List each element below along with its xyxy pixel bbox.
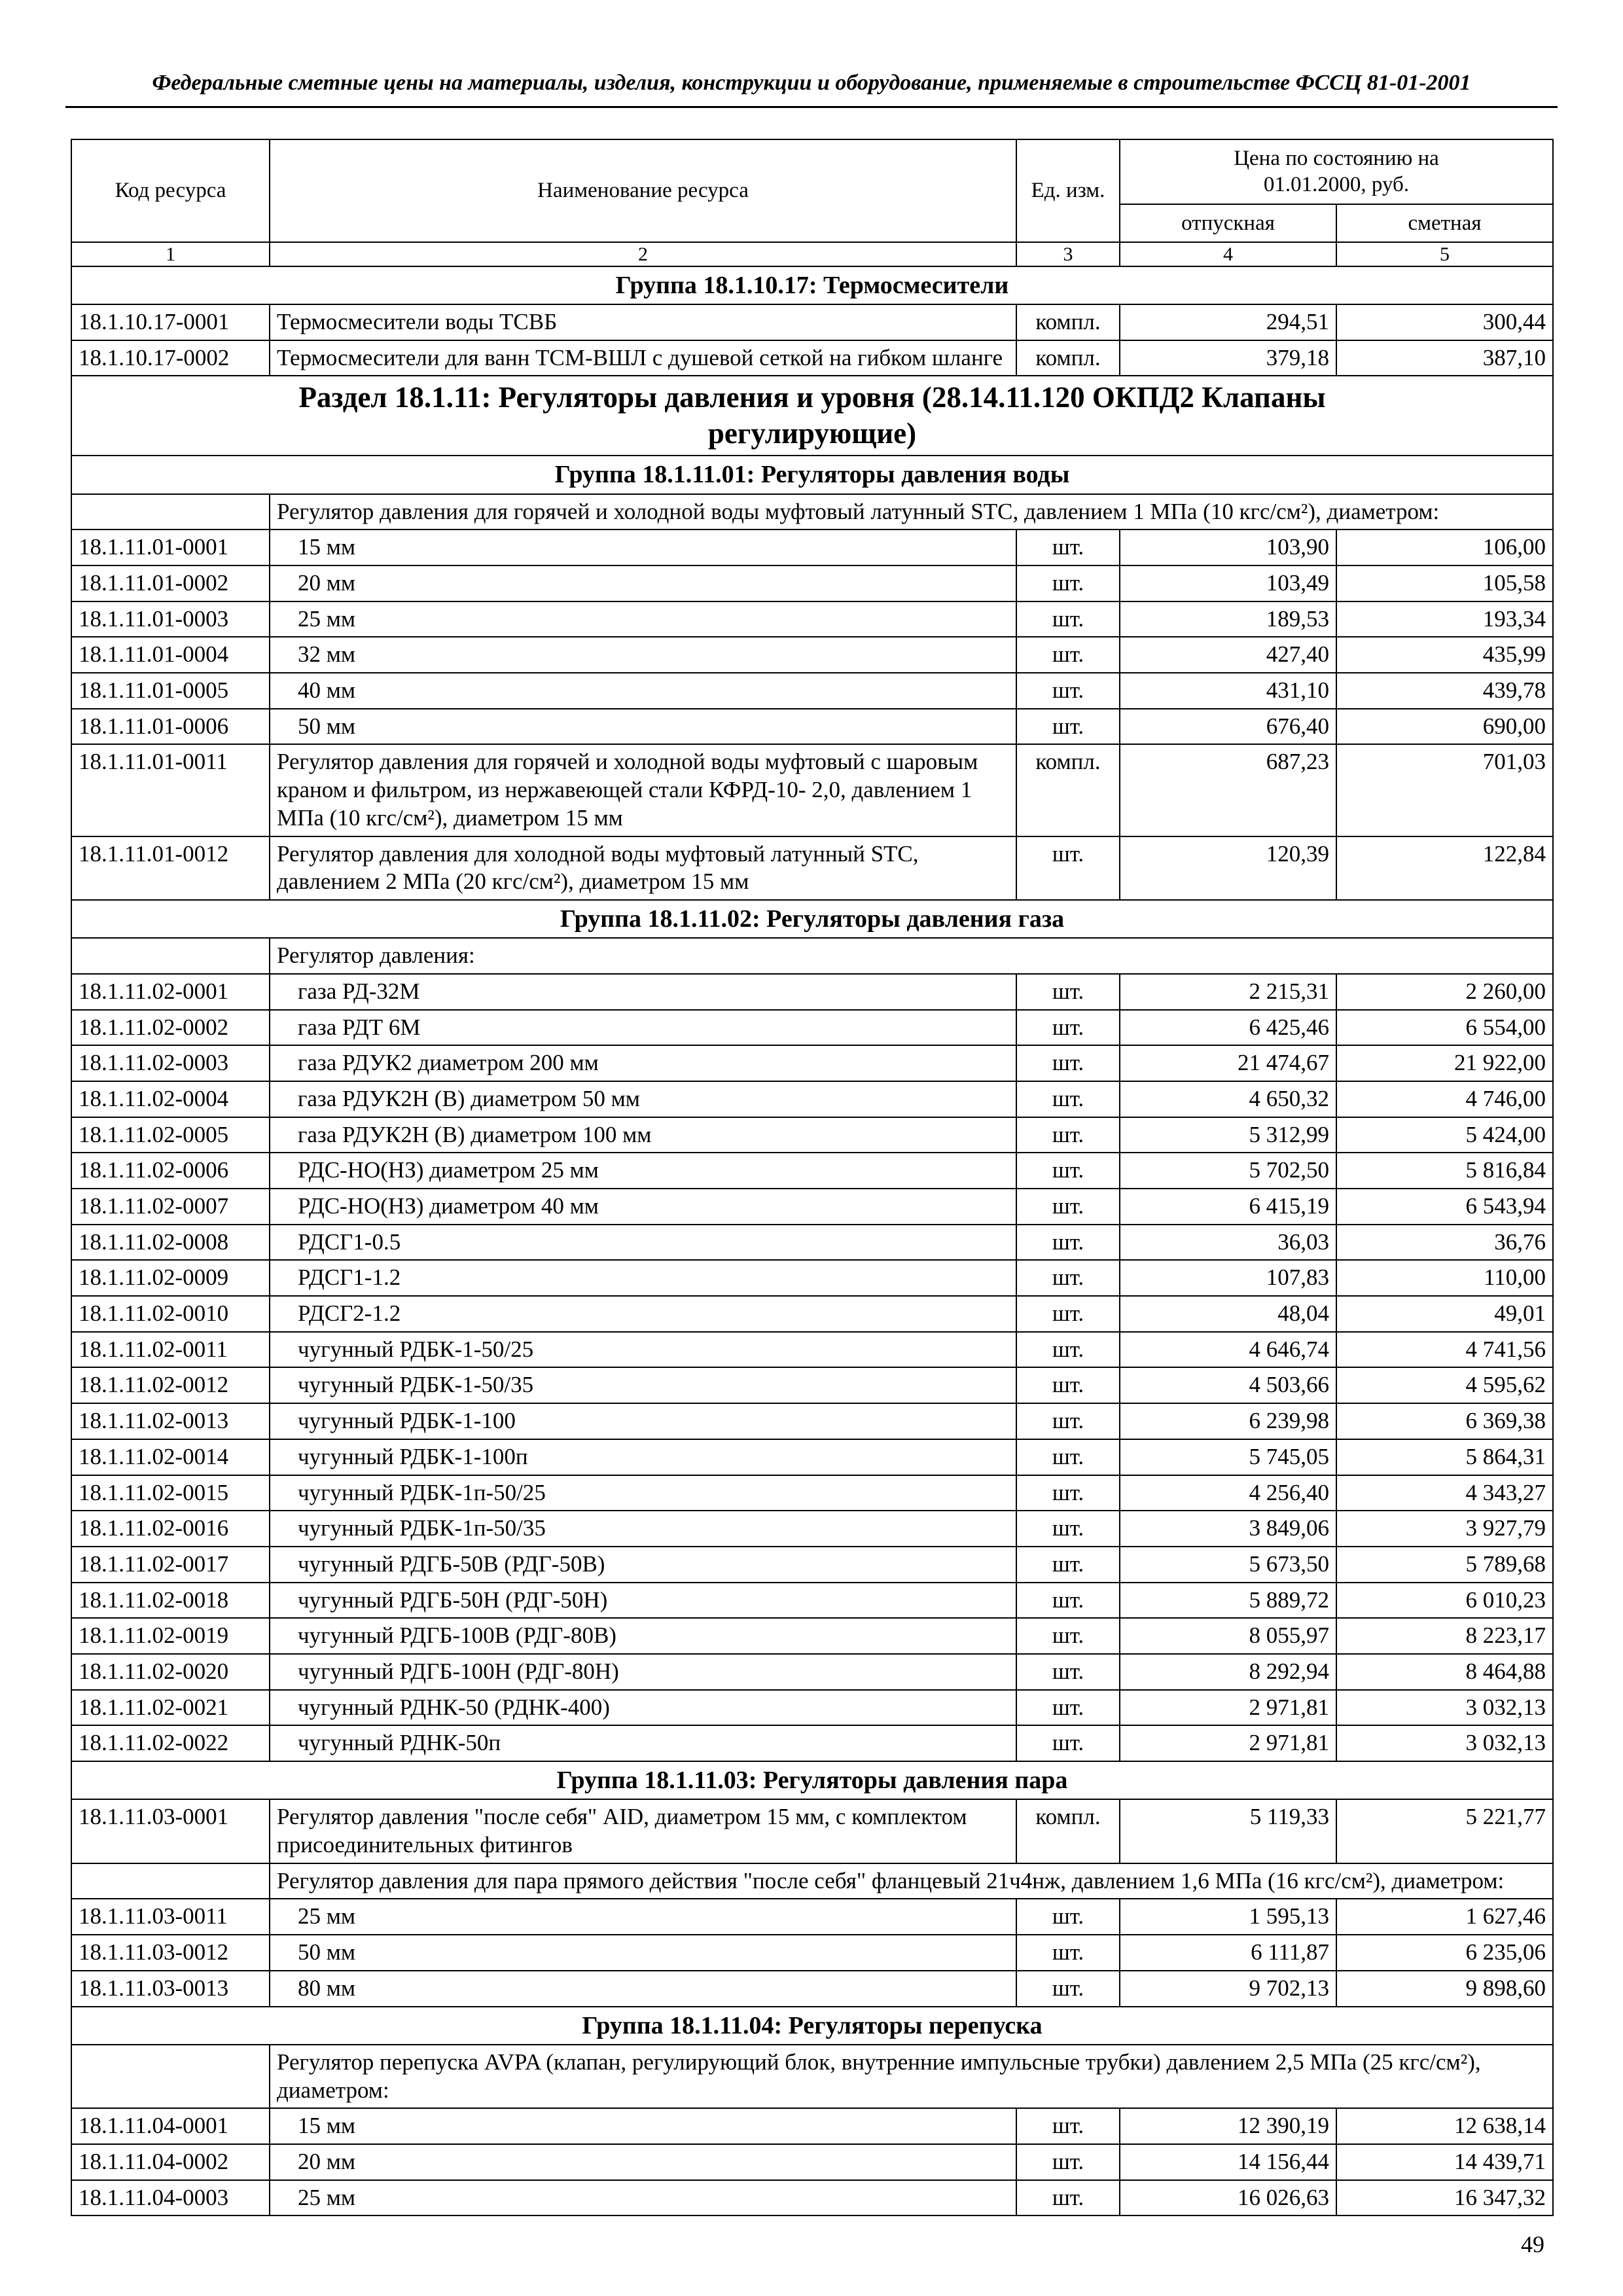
table-row-group — [71, 2007, 1553, 2045]
price-retail-cell: 8 292,94 — [1120, 1654, 1336, 1690]
unit-cell: шт. — [1016, 1260, 1120, 1296]
name-cell: чугунный РДНК-50 (РДНК-400) — [270, 1690, 1016, 1726]
unit-cell: шт. — [1016, 1725, 1120, 1761]
column-number-5: 5 — [1336, 242, 1553, 266]
price-retail-cell: 5 119,33 — [1120, 1799, 1336, 1863]
name-cell: чугунный РДГБ-100Н (РДГ-80Н) — [270, 1654, 1016, 1690]
name-cell: 25 мм — [270, 601, 1016, 637]
unit-cell: шт. — [1016, 1511, 1120, 1547]
code-cell: 18.1.11.03-0011 — [71, 1899, 270, 1935]
price-retail-cell: 1 595,13 — [1120, 1899, 1336, 1935]
table-row-item — [71, 1725, 1553, 1761]
price-estimate-cell: 387,10 — [1336, 340, 1553, 376]
unit-cell: шт. — [1016, 1439, 1120, 1475]
name-cell: 50 мм — [270, 709, 1016, 745]
code-cell: 18.1.11.02-0002 — [71, 1010, 270, 1046]
name-cell: чугунный РДНК-50п — [270, 1725, 1016, 1761]
table-row-item — [71, 340, 1553, 376]
unit-cell: шт. — [1016, 1045, 1120, 1081]
price-estimate-cell: 8 223,17 — [1336, 1618, 1553, 1654]
table-row-item — [71, 1799, 1553, 1863]
table-row-subheader — [71, 2045, 1553, 2108]
price-table — [71, 139, 1554, 2216]
price-estimate-cell: 14 439,71 — [1336, 2144, 1553, 2180]
code-cell: 18.1.11.02-0018 — [71, 1583, 270, 1619]
table-row-group — [71, 266, 1553, 304]
price-estimate-cell: 2 260,00 — [1336, 974, 1553, 1010]
price-estimate-cell: 1 627,46 — [1336, 1899, 1553, 1935]
code-cell: 18.1.11.02-0016 — [71, 1511, 270, 1547]
price-retail-cell: 2 971,81 — [1120, 1690, 1336, 1726]
price-retail-cell: 5 312,99 — [1120, 1117, 1336, 1153]
code-cell: 18.1.11.02-0004 — [71, 1081, 270, 1117]
code-cell: 18.1.11.02-0015 — [71, 1475, 270, 1511]
code-cell-empty — [71, 2045, 270, 2108]
code-cell-empty — [71, 1863, 270, 1899]
price-estimate-cell: 6 369,38 — [1336, 1403, 1553, 1439]
price-retail-cell: 5 745,05 — [1120, 1439, 1336, 1475]
name-cell: газа РДУК2Н (В) диаметром 100 мм — [270, 1117, 1016, 1153]
name-cell: Регулятор давления для горячей и холодной воды муфтовый с шаровым краном и фильтром, из нержавеющей стали КФРД-10- 2,0, давлением 1 МПа (10 кгс/см²), диаметром 15 мм — [270, 744, 1016, 836]
code-cell: 18.1.11.04-0002 — [71, 2144, 270, 2180]
code-cell: 18.1.11.02-0017 — [71, 1547, 270, 1583]
unit-cell: шт. — [1016, 1403, 1120, 1439]
price-estimate-cell: 12 638,14 — [1336, 2108, 1553, 2144]
price-retail-cell: 4 646,74 — [1120, 1332, 1336, 1368]
group-header: Группа 18.1.11.03: Регуляторы давления пара — [71, 1761, 1553, 1799]
name-cell: РДСГ1-0.5 — [270, 1225, 1016, 1261]
column-number-3: 3 — [1016, 242, 1120, 266]
column-number-2: 2 — [270, 242, 1016, 266]
price-estimate-cell: 300,44 — [1336, 304, 1553, 340]
unit-cell: шт. — [1016, 1899, 1120, 1935]
price-estimate-cell: 49,01 — [1336, 1296, 1553, 1332]
price-retail-cell: 21 474,67 — [1120, 1045, 1336, 1081]
table-row-item — [71, 1654, 1553, 1690]
table-body — [71, 266, 1553, 2216]
unit-cell: шт. — [1016, 974, 1120, 1010]
price-estimate-cell: 16 347,32 — [1336, 2180, 1553, 2216]
name-cell: 40 мм — [270, 673, 1016, 709]
name-cell: Регулятор давления "после себя" AID, диаметром 15 мм, с комплектом присоединительных фитингов — [270, 1799, 1016, 1863]
name-cell: чугунный РДБК-1п-50/25 — [270, 1475, 1016, 1511]
code-cell: 18.1.11.01-0012 — [71, 836, 270, 900]
name-cell: чугунный РДБК-1-100 — [270, 1403, 1016, 1439]
price-retail-cell: 8 055,97 — [1120, 1618, 1336, 1654]
table-row-item — [71, 1189, 1553, 1225]
unit-cell: шт. — [1016, 1117, 1120, 1153]
code-cell: 18.1.11.01-0001 — [71, 529, 270, 565]
subheader-text: Регулятор перепуска AVPA (клапан, регулирующий блок, внутренние импульсные трубки) давлением 2,5 МПа (25 кгс/см²), диаметром: — [270, 2045, 1553, 2108]
code-cell: 18.1.11.02-0020 — [71, 1654, 270, 1690]
price-estimate-cell: 4 343,27 — [1336, 1475, 1553, 1511]
price-estimate-cell: 122,84 — [1336, 836, 1553, 900]
name-cell: 15 мм — [270, 529, 1016, 565]
name-cell: газа РДТ 6М — [270, 1010, 1016, 1046]
price-estimate-cell: 5 789,68 — [1336, 1547, 1553, 1583]
name-cell: чугунный РДБК-1-100п — [270, 1439, 1016, 1475]
unit-cell: шт. — [1016, 1081, 1120, 1117]
price-estimate-cell: 6 554,00 — [1336, 1010, 1553, 1046]
code-cell: 18.1.11.02-0006 — [71, 1153, 270, 1189]
name-cell: газа РДУК2 диаметром 200 мм — [270, 1045, 1016, 1081]
table-row-item — [71, 673, 1553, 709]
subheader-text: Регулятор давления для горячей и холодной воды муфтовый латунный STC, давлением 1 МПа (10 кгс/см²), диаметром: — [270, 494, 1553, 530]
table-row-item — [71, 1403, 1553, 1439]
price-estimate-cell: 6 235,06 — [1336, 1935, 1553, 1971]
table-row-item — [71, 1583, 1553, 1619]
table-row-item — [71, 1690, 1553, 1726]
unit-cell: шт. — [1016, 709, 1120, 745]
table-row-item — [71, 637, 1553, 673]
unit-cell: шт. — [1016, 1332, 1120, 1368]
code-cell: 18.1.11.02-0014 — [71, 1439, 270, 1475]
price-retail-cell: 6 111,87 — [1120, 1935, 1336, 1971]
table-row-group — [71, 1761, 1553, 1799]
table-row-item — [71, 1045, 1553, 1081]
name-cell: РДС-НО(НЗ) диаметром 40 мм — [270, 1189, 1016, 1225]
group-header: Группа 18.1.11.01: Регуляторы давления воды — [71, 456, 1553, 493]
price-group-header-line1: Цена по состоянию на — [1234, 147, 1439, 170]
price-estimate-cell: 5 221,77 — [1336, 1799, 1553, 1863]
unit-cell: шт. — [1016, 1971, 1120, 2007]
table-row-item — [71, 1081, 1553, 1117]
table-row-group — [71, 456, 1553, 493]
name-cell: 32 мм — [270, 637, 1016, 673]
price-estimate-cell: 36,76 — [1336, 1225, 1553, 1261]
code-cell: 18.1.11.03-0013 — [71, 1971, 270, 2007]
table-header-row — [71, 139, 1553, 204]
table-row-subheader — [71, 1863, 1553, 1899]
code-cell-empty — [71, 938, 270, 974]
section-header — [71, 376, 1553, 456]
code-cell: 18.1.11.01-0005 — [71, 673, 270, 709]
name-cell: Регулятор давления для холодной воды муфтовый латунный STC, давлением 2 МПа (20 кгс/см²), диаметром 15 мм — [270, 836, 1016, 900]
table-row-item — [71, 709, 1553, 745]
unit-cell: компл. — [1016, 744, 1120, 836]
table-row-item — [71, 1935, 1553, 1971]
price-retail-cell: 12 390,19 — [1120, 2108, 1336, 2144]
table-row-item — [71, 1010, 1553, 1046]
group-header: Группа 18.1.11.04: Регуляторы перепуска — [71, 2007, 1553, 2045]
name-cell: газа РДУК2Н (В) диаметром 50 мм — [270, 1081, 1016, 1117]
table-row-group — [71, 900, 1553, 938]
price-estimate-cell: 21 922,00 — [1336, 1045, 1553, 1081]
subheader-text: Регулятор давления для пара прямого действия "после себя" фланцевый 21ч4нж, давлением 1,6 МПа (16 кгс/см²), диаметром: — [270, 1863, 1553, 1899]
table-row-item — [71, 565, 1553, 601]
section-header-text: Раздел 18.1.11: Регуляторы давления и уровня (28.14.11.120 ОКПД2 Клапаны регулирующие) — [298, 381, 1326, 450]
unit-cell: шт. — [1016, 1935, 1120, 1971]
price-estimate-header: сметная — [1336, 204, 1553, 242]
unit-cell: компл. — [1016, 340, 1120, 376]
price-estimate-cell: 4 746,00 — [1336, 1081, 1553, 1117]
table-row-item — [71, 529, 1553, 565]
unit-cell: шт. — [1016, 673, 1120, 709]
price-estimate-cell: 6 010,23 — [1336, 1583, 1553, 1619]
table-row-item — [71, 1475, 1553, 1511]
price-estimate-cell: 105,58 — [1336, 565, 1553, 601]
price-estimate-cell: 690,00 — [1336, 709, 1553, 745]
code-cell: 18.1.11.04-0001 — [71, 2108, 270, 2144]
price-retail-cell: 6 239,98 — [1120, 1403, 1336, 1439]
price-estimate-cell: 110,00 — [1336, 1260, 1553, 1296]
unit-cell: шт. — [1016, 1654, 1120, 1690]
code-cell: 18.1.11.03-0001 — [71, 1799, 270, 1863]
price-estimate-cell: 3 032,13 — [1336, 1690, 1553, 1726]
code-cell: 18.1.11.02-0019 — [71, 1618, 270, 1654]
name-cell: Термосмесители для ванн ТСМ-ВШЛ с душевой сеткой на гибком шланге — [270, 340, 1016, 376]
table-row-item — [71, 1260, 1553, 1296]
name-cell: 25 мм — [270, 1899, 1016, 1935]
table-row-item — [71, 1296, 1553, 1332]
group-header: Группа 18.1.10.17: Термосмесители — [71, 266, 1553, 304]
name-cell: чугунный РДБК-1-50/25 — [270, 1332, 1016, 1368]
name-cell: РДСГ1-1.2 — [270, 1260, 1016, 1296]
price-group-header-line2: 01.01.2000, руб. — [1263, 173, 1410, 197]
page-number: 49 — [1521, 2231, 1544, 2257]
unit-cell: шт. — [1016, 529, 1120, 565]
price-retail-cell: 36,03 — [1120, 1225, 1336, 1261]
code-cell: 18.1.11.01-0011 — [71, 744, 270, 836]
name-cell: Термосмесители воды ТСВБ — [270, 304, 1016, 340]
table-row-item — [71, 1547, 1553, 1583]
name-cell: чугунный РДГБ-50В (РДГ-50В) — [270, 1547, 1016, 1583]
price-estimate-cell: 8 464,88 — [1336, 1654, 1553, 1690]
code-cell: 18.1.11.04-0003 — [71, 2180, 270, 2216]
name-cell: 20 мм — [270, 2144, 1016, 2180]
unit-cell: шт. — [1016, 1296, 1120, 1332]
price-retail-cell: 2 971,81 — [1120, 1725, 1336, 1761]
unit-cell: шт. — [1016, 1367, 1120, 1403]
unit-cell: компл. — [1016, 1799, 1120, 1863]
table-row-item — [71, 1511, 1553, 1547]
code-cell: 18.1.11.01-0004 — [71, 637, 270, 673]
price-estimate-cell: 6 543,94 — [1336, 1189, 1553, 1225]
table-row-item — [71, 1971, 1553, 2007]
code-cell: 18.1.11.02-0022 — [71, 1725, 270, 1761]
table-row-section — [71, 376, 1553, 456]
price-retail-cell: 107,83 — [1120, 1260, 1336, 1296]
code-cell: 18.1.11.02-0001 — [71, 974, 270, 1010]
name-cell: РДСГ2-1.2 — [270, 1296, 1016, 1332]
price-estimate-cell: 9 898,60 — [1336, 1971, 1553, 2007]
table-row-item — [71, 2108, 1553, 2144]
table-row-subheader — [71, 494, 1553, 530]
column-numbers-row — [71, 242, 1553, 266]
price-retail-cell: 5 702,50 — [1120, 1153, 1336, 1189]
unit-cell: шт. — [1016, 1618, 1120, 1654]
unit-cell: шт. — [1016, 2180, 1120, 2216]
name-cell: чугунный РДБК-1-50/35 — [270, 1367, 1016, 1403]
table-row-item — [71, 1367, 1553, 1403]
unit-cell: компл. — [1016, 304, 1120, 340]
price-retail-cell: 2 215,31 — [1120, 974, 1336, 1010]
price-retail-cell: 676,40 — [1120, 709, 1336, 745]
code-cell: 18.1.11.02-0003 — [71, 1045, 270, 1081]
name-cell: 80 мм — [270, 1971, 1016, 2007]
subheader-text: Регулятор давления: — [270, 938, 1553, 974]
table-row-item — [71, 1153, 1553, 1189]
code-cell: 18.1.11.02-0008 — [71, 1225, 270, 1261]
unit-cell: шт. — [1016, 2108, 1120, 2144]
group-header: Группа 18.1.11.02: Регуляторы давления газа — [71, 900, 1553, 938]
unit-cell: шт. — [1016, 2144, 1120, 2180]
name-cell: РДС-НО(НЗ) диаметром 25 мм — [270, 1153, 1016, 1189]
name-cell: 50 мм — [270, 1935, 1016, 1971]
name-cell: 15 мм — [270, 2108, 1016, 2144]
price-retail-cell: 16 026,63 — [1120, 2180, 1336, 2216]
price-retail-cell: 4 650,32 — [1120, 1081, 1336, 1117]
unit-cell: шт. — [1016, 565, 1120, 601]
price-retail-cell: 9 702,13 — [1120, 1971, 1336, 2007]
code-cell: 18.1.10.17-0002 — [71, 340, 270, 376]
code-cell: 18.1.11.01-0003 — [71, 601, 270, 637]
table-row-item — [71, 1332, 1553, 1368]
unit-cell: шт. — [1016, 637, 1120, 673]
table-row-item — [71, 2180, 1553, 2216]
unit-cell: шт. — [1016, 1475, 1120, 1511]
unit-cell: шт. — [1016, 1690, 1120, 1726]
price-estimate-cell: 106,00 — [1336, 529, 1553, 565]
code-cell: 18.1.11.02-0011 — [71, 1332, 270, 1368]
name-cell: чугунный РДГБ-100В (РДГ-80В) — [270, 1618, 1016, 1654]
price-estimate-cell: 4 741,56 — [1336, 1332, 1553, 1368]
code-cell: 18.1.11.02-0012 — [71, 1367, 270, 1403]
price-retail-cell: 5 673,50 — [1120, 1547, 1336, 1583]
price-retail-cell: 103,90 — [1120, 529, 1336, 565]
table-row-item — [71, 1439, 1553, 1475]
code-cell: 18.1.11.02-0013 — [71, 1403, 270, 1439]
price-retail-cell: 687,23 — [1120, 744, 1336, 836]
price-retail-header: отпускная — [1120, 204, 1336, 242]
table-head — [71, 139, 1553, 266]
code-cell: 18.1.11.02-0005 — [71, 1117, 270, 1153]
price-estimate-cell: 701,03 — [1336, 744, 1553, 836]
price-retail-cell: 4 256,40 — [1120, 1475, 1336, 1511]
table-row-item — [71, 1117, 1553, 1153]
name-cell: газа РД-32М — [270, 974, 1016, 1010]
table-row-item — [71, 1618, 1553, 1654]
price-estimate-cell: 439,78 — [1336, 673, 1553, 709]
price-estimate-cell: 5 864,31 — [1336, 1439, 1553, 1475]
price-retail-cell: 294,51 — [1120, 304, 1336, 340]
page-header: Федеральные сметные цены на материалы, изделия, конструкции и оборудование, применяемые в строительстве ФССЦ 81-01-2001 — [65, 71, 1558, 108]
code-cell: 18.1.11.01-0006 — [71, 709, 270, 745]
price-group-header — [1120, 139, 1553, 204]
code-cell: 18.1.11.02-0009 — [71, 1260, 270, 1296]
table-row-item — [71, 1899, 1553, 1935]
price-retail-cell: 6 415,19 — [1120, 1189, 1336, 1225]
unit-cell: шт. — [1016, 601, 1120, 637]
table-row-item — [71, 974, 1553, 1010]
name-cell: чугунный РДБК-1п-50/35 — [270, 1511, 1016, 1547]
unit-cell: шт. — [1016, 1153, 1120, 1189]
unit-cell: шт. — [1016, 836, 1120, 900]
price-retail-cell: 431,10 — [1120, 673, 1336, 709]
unit-cell: шт. — [1016, 1547, 1120, 1583]
price-retail-cell: 3 849,06 — [1120, 1511, 1336, 1547]
code-cell: 18.1.10.17-0001 — [71, 304, 270, 340]
code-cell: 18.1.11.03-0012 — [71, 1935, 270, 1971]
price-retail-cell: 379,18 — [1120, 340, 1336, 376]
code-cell: 18.1.11.02-0021 — [71, 1690, 270, 1726]
price-retail-cell: 14 156,44 — [1120, 2144, 1336, 2180]
code-cell: 18.1.11.01-0002 — [71, 565, 270, 601]
price-retail-cell: 189,53 — [1120, 601, 1336, 637]
price-estimate-cell: 5 816,84 — [1336, 1153, 1553, 1189]
code-column-header: Код ресурса — [71, 139, 270, 242]
code-cell: 18.1.11.02-0007 — [71, 1189, 270, 1225]
price-retail-cell: 6 425,46 — [1120, 1010, 1336, 1046]
table-row-item — [71, 2144, 1553, 2180]
price-estimate-cell: 4 595,62 — [1336, 1367, 1553, 1403]
unit-cell: шт. — [1016, 1583, 1120, 1619]
price-estimate-cell: 435,99 — [1336, 637, 1553, 673]
price-retail-cell: 120,39 — [1120, 836, 1336, 900]
table-row-subheader — [71, 938, 1553, 974]
price-retail-cell: 103,49 — [1120, 565, 1336, 601]
name-cell: 20 мм — [270, 565, 1016, 601]
table-row-item — [71, 1225, 1553, 1261]
price-estimate-cell: 193,34 — [1336, 601, 1553, 637]
table-row-item — [71, 304, 1553, 340]
table-row-item — [71, 836, 1553, 900]
price-retail-cell: 427,40 — [1120, 637, 1336, 673]
code-cell-empty — [71, 494, 270, 530]
unit-cell: шт. — [1016, 1010, 1120, 1046]
column-number-4: 4 — [1120, 242, 1336, 266]
price-estimate-cell: 3 927,79 — [1336, 1511, 1553, 1547]
price-retail-cell: 5 889,72 — [1120, 1583, 1336, 1619]
table-row-item — [71, 744, 1553, 836]
price-retail-cell: 48,04 — [1120, 1296, 1336, 1332]
unit-column-header: Ед. изм. — [1016, 139, 1120, 242]
name-cell: чугунный РДГБ-50Н (РДГ-50Н) — [270, 1583, 1016, 1619]
table-row-item — [71, 601, 1553, 637]
name-cell: 25 мм — [270, 2180, 1016, 2216]
name-column-header: Наименование ресурса — [270, 139, 1016, 242]
price-retail-cell: 4 503,66 — [1120, 1367, 1336, 1403]
unit-cell: шт. — [1016, 1225, 1120, 1261]
price-estimate-cell: 3 032,13 — [1336, 1725, 1553, 1761]
price-estimate-cell: 5 424,00 — [1336, 1117, 1553, 1153]
column-number-1: 1 — [71, 242, 270, 266]
unit-cell: шт. — [1016, 1189, 1120, 1225]
code-cell: 18.1.11.02-0010 — [71, 1296, 270, 1332]
